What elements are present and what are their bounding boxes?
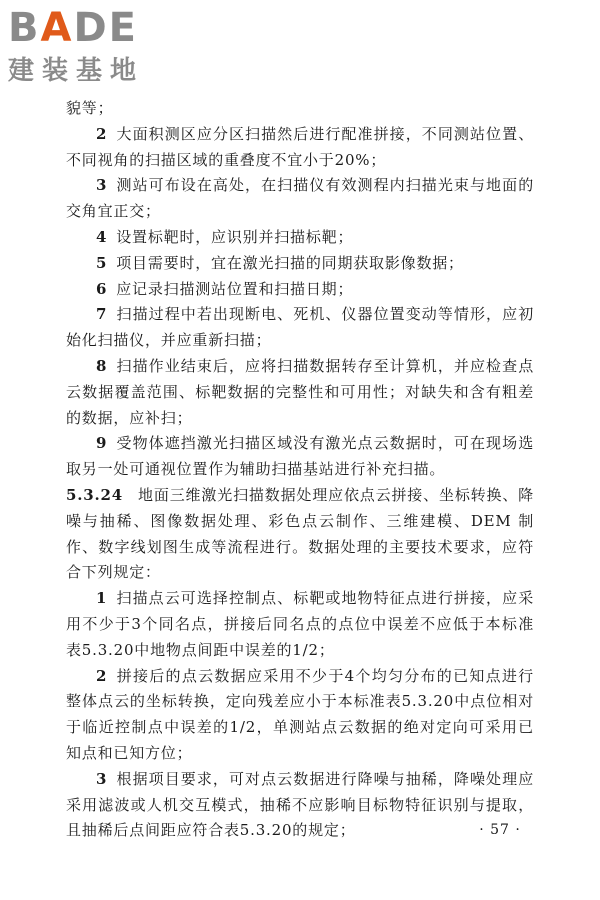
page-number: · 57 · <box>479 822 521 838</box>
clause-number: 5.3.24 <box>66 485 123 504</box>
list-item: 1 扫描点云可选择控制点、标靶或地物特征点进行拼接，应采用不少于3个同名点，拼接后同名点的点位中误差不应低于本标准表5.3.20中地物点间距中误差的1/2； <box>66 589 534 659</box>
continued-fragment: 貌等； <box>66 99 114 117</box>
clause-text: 地面三维激光扫描数据处理应依点云拼接、坐标转换、降噪与抽稀、图像数据处理、彩色点云制作、三维建模、DEM 制作、数字线划图生成等流程进行。数据处理的主要技术要求，应符合下列规定： <box>66 485 534 582</box>
list-item: 6 应记录扫描测站位置和扫描日期； <box>96 279 354 298</box>
list-item: 3 根据项目要求，可对点云数据进行降噪与抽稀，降噪处理应采用滤波或人机交互模式，抽稀不应影响目标物特征识别与提取，且抽稀后点间距应符合表5.3.20的规定； <box>66 769 534 840</box>
list-item: 8 扫描作业结束后，应将扫描数据转存至计算机，并应检查点云数据覆盖范围、标靶数据的完整性和可用性；对缺失和含有粗差的数据，应补扫； <box>66 356 534 427</box>
bade-watermark-logo <box>8 6 178 88</box>
clause-paragraph <box>66 483 534 586</box>
list-item: 5 项目需要时，宜在激光扫描的同期获取影像数据； <box>96 253 464 272</box>
list-item: 2 拼接后的点云数据应采用不少于4个均匀分布的已知点进行整体点云的坐标转换，定向残差应小于本标准表5.3.20中点位相对于临近控制点中误差的1/2，单测站点云数据的绝对定向可采用已知点和已知方位； <box>66 666 534 762</box>
list-item: 2 大面积测区应分区扫描然后进行配准拼接，不同测站位置、不同视角的扫描区域的重叠度不宜小于20%； <box>66 124 534 169</box>
watermark-subtitle: 建装基地 <box>8 56 145 86</box>
watermark-brand: BADE <box>8 5 138 51</box>
list-item: 3 测站可布设在高处，在扫描仪有效测程内扫描光束与地面的交角宜正交； <box>66 176 534 221</box>
list-item: 7 扫描过程中若出现断电、死机、仪器位置变动等情形，应初始化扫描仪，并应重新扫描； <box>66 305 534 350</box>
list-item: 9 受物体遮挡激光扫描区域没有激光点云数据时，可在现场选取另一处可通视位置作为辅助扫描基站进行补充扫描。 <box>66 434 534 479</box>
document-body <box>66 96 534 844</box>
list-item: 4 设置标靶时，应识别并扫描标靶； <box>96 227 354 246</box>
